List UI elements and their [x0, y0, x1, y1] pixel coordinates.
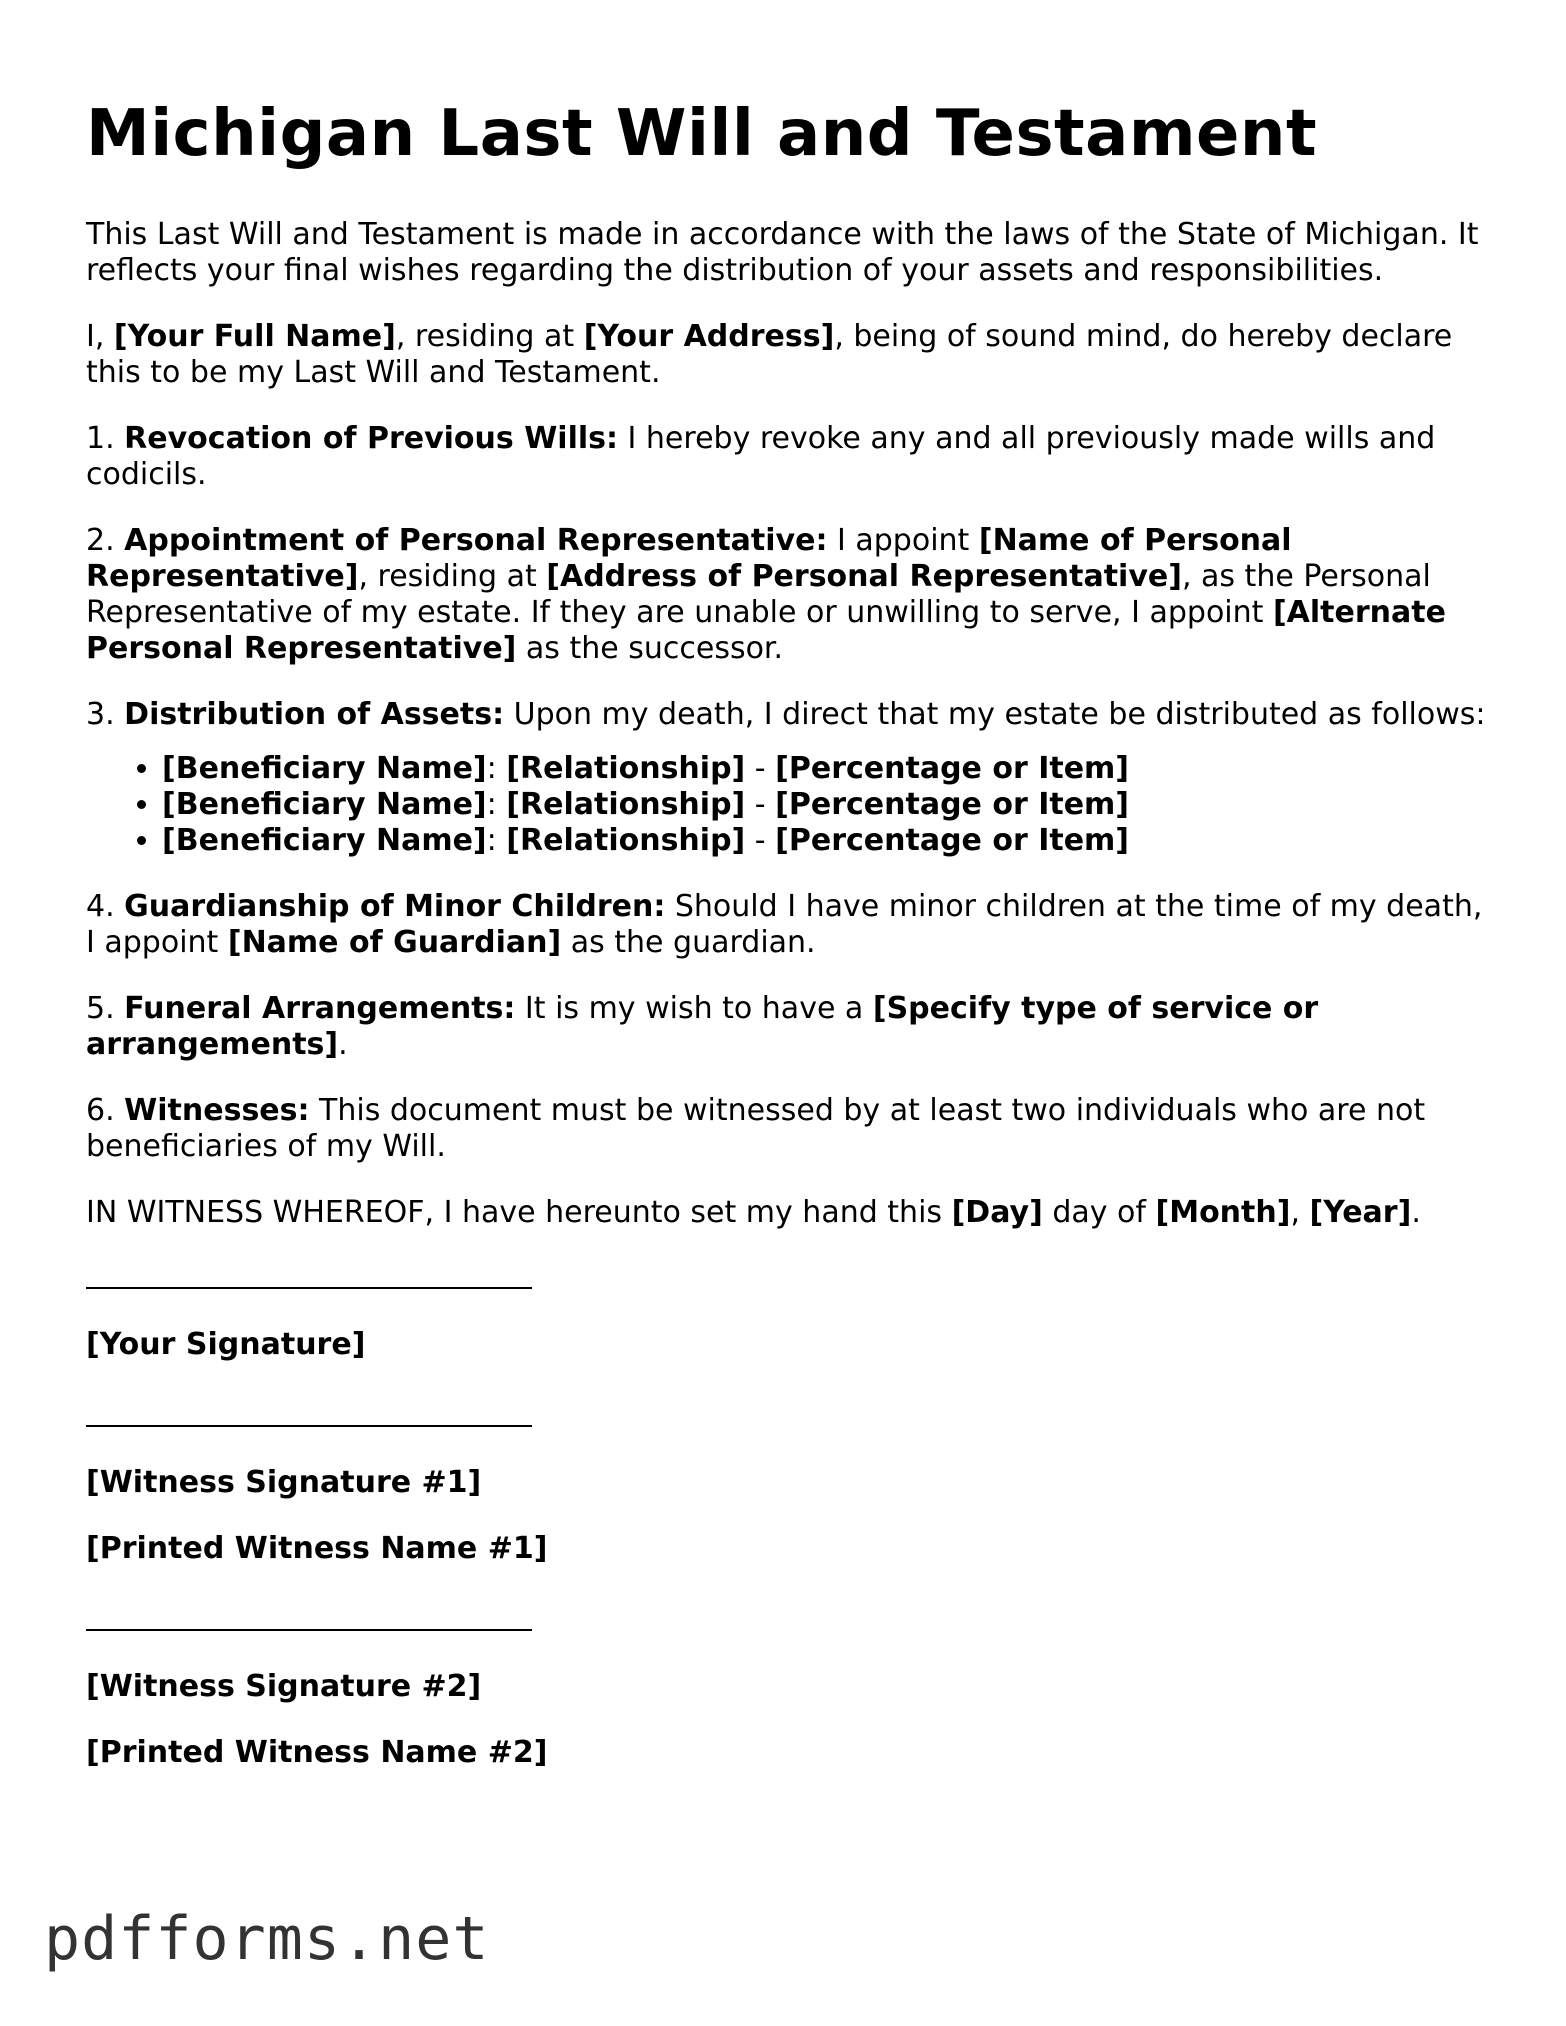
service-placeholder: [Specify type of service or arrangements]: [86, 990, 1319, 1062]
separator: :: [486, 786, 507, 822]
witness1-signature-line[interactable]: [86, 1425, 532, 1427]
section-text: I hereby revoke any and all previously made wills and codicils.: [86, 420, 1436, 492]
beneficiary-name-placeholder: [Beneficiary Name]: [162, 750, 487, 786]
section-text: Should I have minor children at the time of my death, I appoint: [86, 888, 1483, 960]
section-text: It is my wish to have a: [515, 990, 873, 1026]
section-heading: Revocation of Previous Wills:: [124, 420, 618, 456]
section-heading: Witnesses:: [124, 1092, 310, 1128]
witness2-printed-name-label: [Printed Witness Name #2]: [86, 1734, 548, 1770]
declaration-text: I,: [86, 318, 114, 354]
clause-text: day of: [1042, 1194, 1156, 1230]
signature-block: [86, 1287, 1486, 1771]
section-text: , residing at: [358, 558, 547, 594]
watermark: pdfforms.net: [44, 1904, 490, 1974]
guardian-name-placeholder: [Name of Guardian]: [227, 924, 562, 960]
section-text: as the guardian.: [561, 924, 816, 960]
declaration-text: , being of sound mind, do hereby declare this to be my Last Will and Testament.: [86, 318, 1453, 390]
separator: -: [745, 786, 776, 822]
section-number: 6.: [86, 1092, 125, 1128]
clause-text: .: [1411, 1194, 1421, 1230]
clause-text: ,: [1290, 1194, 1310, 1230]
testator-signature-line[interactable]: [86, 1287, 532, 1289]
full-name-placeholder: [Your Full Name]: [113, 318, 396, 354]
declaration-text: , residing at: [395, 318, 584, 354]
section-text: This document must be witnessed by at least two individuals who are not beneficiaries of my Will.: [86, 1092, 1426, 1164]
beneficiary-item: [162, 823, 1486, 859]
share-placeholder: [Percentage or Item]: [775, 822, 1130, 858]
section-guardianship: [86, 889, 1486, 961]
beneficiary-item: [162, 751, 1486, 787]
witness1-printed-name-label: [Printed Witness Name #1]: [86, 1530, 548, 1566]
separator: :: [486, 750, 507, 786]
section-personal-representative: [86, 523, 1486, 667]
relationship-placeholder: [Relationship]: [506, 750, 746, 786]
witness2-signature-label: [Witness Signature #2]: [86, 1668, 482, 1704]
section-heading: Appointment of Personal Representative:: [124, 522, 828, 558]
alternate-representative-placeholder: [Alternate Personal Representative]: [86, 594, 1446, 666]
beneficiary-name-placeholder: [Beneficiary Name]: [162, 822, 487, 858]
section-heading: Distribution of Assets:: [124, 696, 505, 732]
beneficiary-item: [162, 787, 1486, 823]
witness1-signature-label: [Witness Signature #1]: [86, 1464, 482, 1500]
testator-signature-label: [Your Signature]: [86, 1326, 366, 1362]
section-text: Upon my death, I direct that my estate be distributed as follows:: [504, 696, 1486, 732]
separator: :: [486, 822, 507, 858]
section-text: .: [338, 1026, 348, 1062]
document-title: Michigan Last Will and Testament: [86, 97, 1318, 171]
section-distribution: [86, 697, 1486, 733]
intro-paragraph: This Last Will and Testament is made in accordance with the laws of the State of Michigan. It reflects your final wishes regarding the distribution of your assets and responsibilities.: [86, 216, 1479, 288]
section-text: , as the Personal Representative of my estate. If they are unable or unwilling to serve, I appoint: [86, 558, 1431, 630]
clause-text: IN WITNESS WHEREOF, I have hereunto set my hand this: [86, 1194, 952, 1230]
section-revocation: [86, 421, 1486, 493]
beneficiary-list: [86, 751, 1486, 859]
relationship-placeholder: [Relationship]: [506, 786, 746, 822]
section-number: 5.: [86, 990, 125, 1026]
declaration-paragraph: [86, 319, 1486, 391]
relationship-placeholder: [Relationship]: [506, 822, 746, 858]
separator: -: [745, 822, 776, 858]
section-number: 3.: [86, 696, 125, 732]
month-placeholder: [Month]: [1155, 1194, 1291, 1230]
section-heading: Funeral Arrangements:: [124, 990, 516, 1026]
share-placeholder: [Percentage or Item]: [775, 750, 1130, 786]
representative-address-placeholder: [Address of Personal Representative]: [546, 558, 1182, 594]
day-placeholder: [Day]: [951, 1194, 1043, 1230]
representative-name-placeholder: [Name of Personal Representative]: [86, 522, 1292, 594]
witness-clause: [86, 1195, 1486, 1231]
section-number: 2.: [86, 522, 125, 558]
document-page: [86, 96, 1486, 1771]
section-text: as the successor.: [516, 630, 784, 666]
beneficiary-name-placeholder: [Beneficiary Name]: [162, 786, 487, 822]
year-placeholder: [Year]: [1309, 1194, 1412, 1230]
section-heading: Guardianship of Minor Children:: [124, 888, 666, 924]
section-number: 1.: [86, 420, 125, 456]
separator: -: [745, 750, 776, 786]
section-text: I appoint: [827, 522, 979, 558]
witness2-signature-line[interactable]: [86, 1629, 532, 1631]
address-placeholder: [Your Address]: [583, 318, 835, 354]
section-number: 4.: [86, 888, 125, 924]
section-witnesses: [86, 1093, 1486, 1165]
share-placeholder: [Percentage or Item]: [775, 786, 1130, 822]
section-funeral: [86, 991, 1486, 1063]
